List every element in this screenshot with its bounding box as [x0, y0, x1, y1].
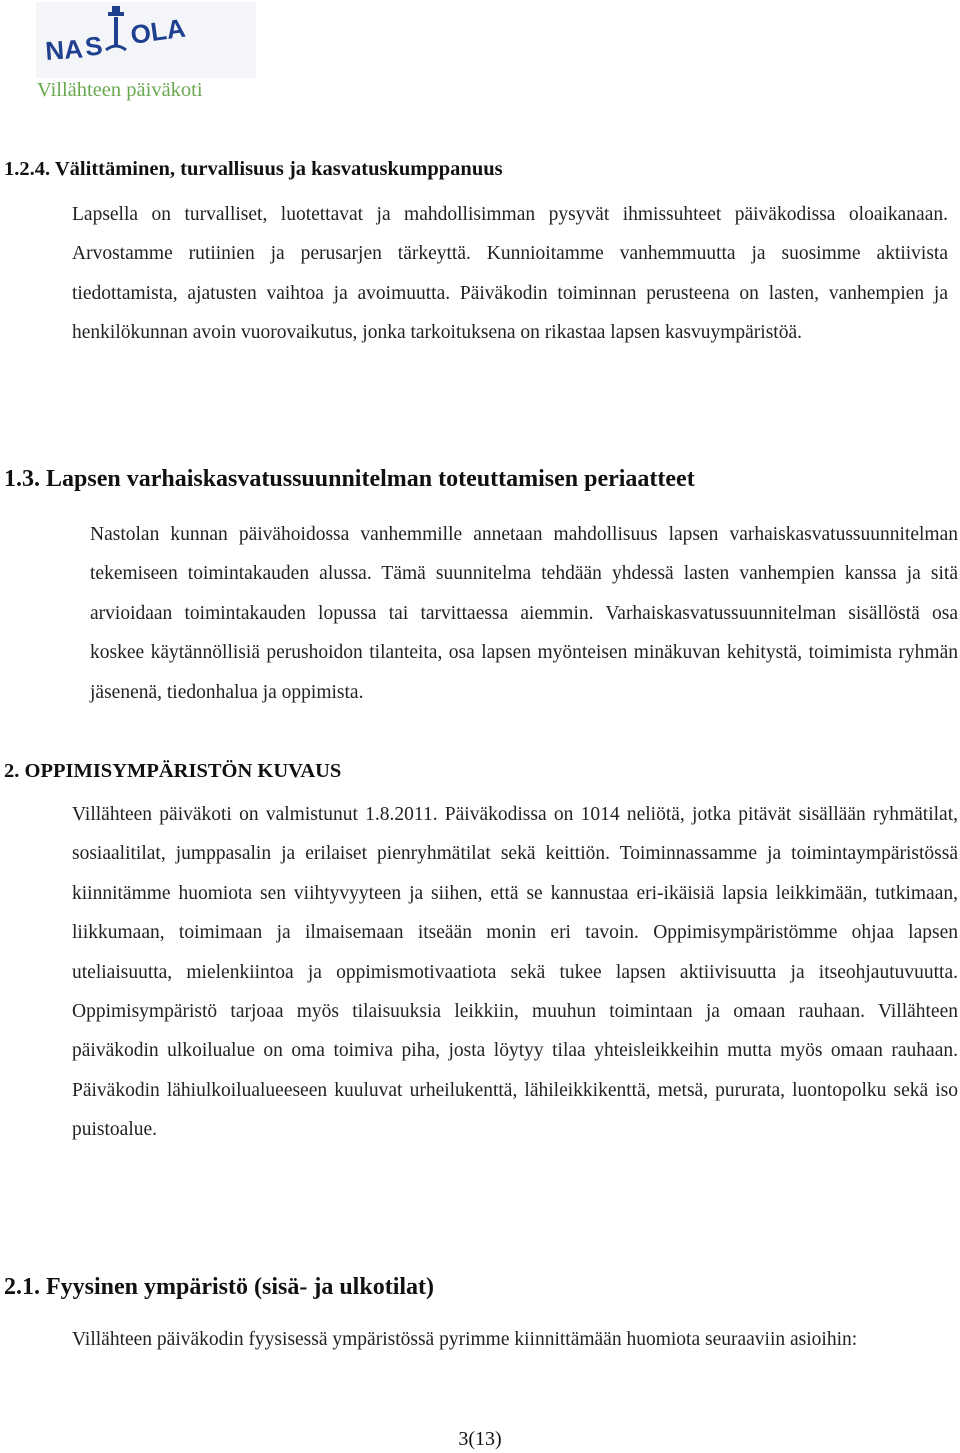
kindergarten-name: Villähteen päiväkoti: [37, 79, 203, 101]
section-body-2-1: Villähteen päiväkodin fyysisessä ympäristössä pyrimme kiinnittämään huomiota seuraaviin asioihin:: [72, 1329, 858, 1350]
section-heading-2-1: 2.1. Fyysinen ympäristö (sisä- ja ulkotilat): [4, 1274, 435, 1300]
page-number: 3(13): [458, 1428, 502, 1450]
section-body-1-3: Nastolan kunnan päivähoidossa vanhemmille annetaan mahdollisuus lapsen varhaiskasvatussuunnitelman tekemiseen toimintakauden alussa. Tämä suunnitelma tehdään yhdessä lasten vanhempien kanssa ja sitä arvioidaan toimintakauden lopussa tai tarvittaessa aiemmin. Varhaiskasvatussuunnitelman sisällöstä osa koskee käytännöllisiä perushoidon tilanteita, osa lapsen myönteisen minäkuvan kehitystä, toimimista ryhmän jäsenenä, tiedonhalua ja oppimista.: [90, 524, 958, 703]
section-heading-2: 2. OPPIMISYMPÄRISTÖN KUVAUS: [4, 760, 342, 782]
svg-text:OLA: OLA: [128, 12, 188, 50]
section-body-1-2-4: Lapsella on turvalliset, luotettavat ja mahdollisimman pysyvät ihmissuhteet päiväkodissa oloaikanaan. Arvostamme rutiinien ja perusarjen tärkeyttä. Kunnioitamme vanhemmuutta ja suosimme aktiivista tiedottamista, ajatusten vaihtoa ja avoimuutta. Päiväkodin toiminnan perusteena on lasten, vanhempien ja henkilökunnan avoin vuorovaikutus, jonka tarkoituksena on rikastaa lapsen kasvuympäristöä.: [72, 204, 948, 344]
svg-text:NA: NA: [44, 33, 84, 66]
section-heading-1-2-4: 1.2.4. Välittäminen, turvallisuus ja kasvatuskumppanuus: [4, 158, 503, 180]
section-heading-1-3: 1.3. Lapsen varhaiskasvatussuunnitelman toteuttamisen periaatteet: [4, 466, 695, 492]
svg-text:S: S: [83, 30, 104, 62]
nastola-logo: [36, 2, 256, 78]
logo-graphic: [36, 2, 256, 78]
section-body-2: Villähteen päiväkoti on valmistunut 1.8.2011. Päiväkodissa on 1014 neliötä, jotka pitävät sisällään ryhmätilat, sosiaalitilat, jumppasalin ja erilaiset pienryhmätilat sekä keittiön. Toiminnassamme ja toimintaympäristössä kiinnitämme huomiota sen viihtyvyyteen ja siihen, että se kannustaa eri-ikäisiä lapsia leikkimään, tutkimaan, liikkumaan, toimimaan ja ilmaisemaan itseään monin eri tavoin. Oppimisympäristömme ohjaa lapsen uteliaisuutta, mielenkiintoa ja oppimismotivaatiota sekä tukee lapsen aktiivisuutta ja itseohjautuvuutta. Oppimisympäristö tarjoaa myös tilaisuuksia leikkiin, muuhun toimintaan ja omaan rauhaan. Villähteen päiväkodin ulkoilualue on oma toimiva piha, josta löytyy tilaa yhteisleikkeihin mutta myös omaan rauhaan. Päiväkodin lähiulkoilualueeseen kuuluvat urheilukenttä, lähileikkikenttä, metsä, pururata, luontopolku sekä iso puistoalue.: [72, 804, 958, 1141]
